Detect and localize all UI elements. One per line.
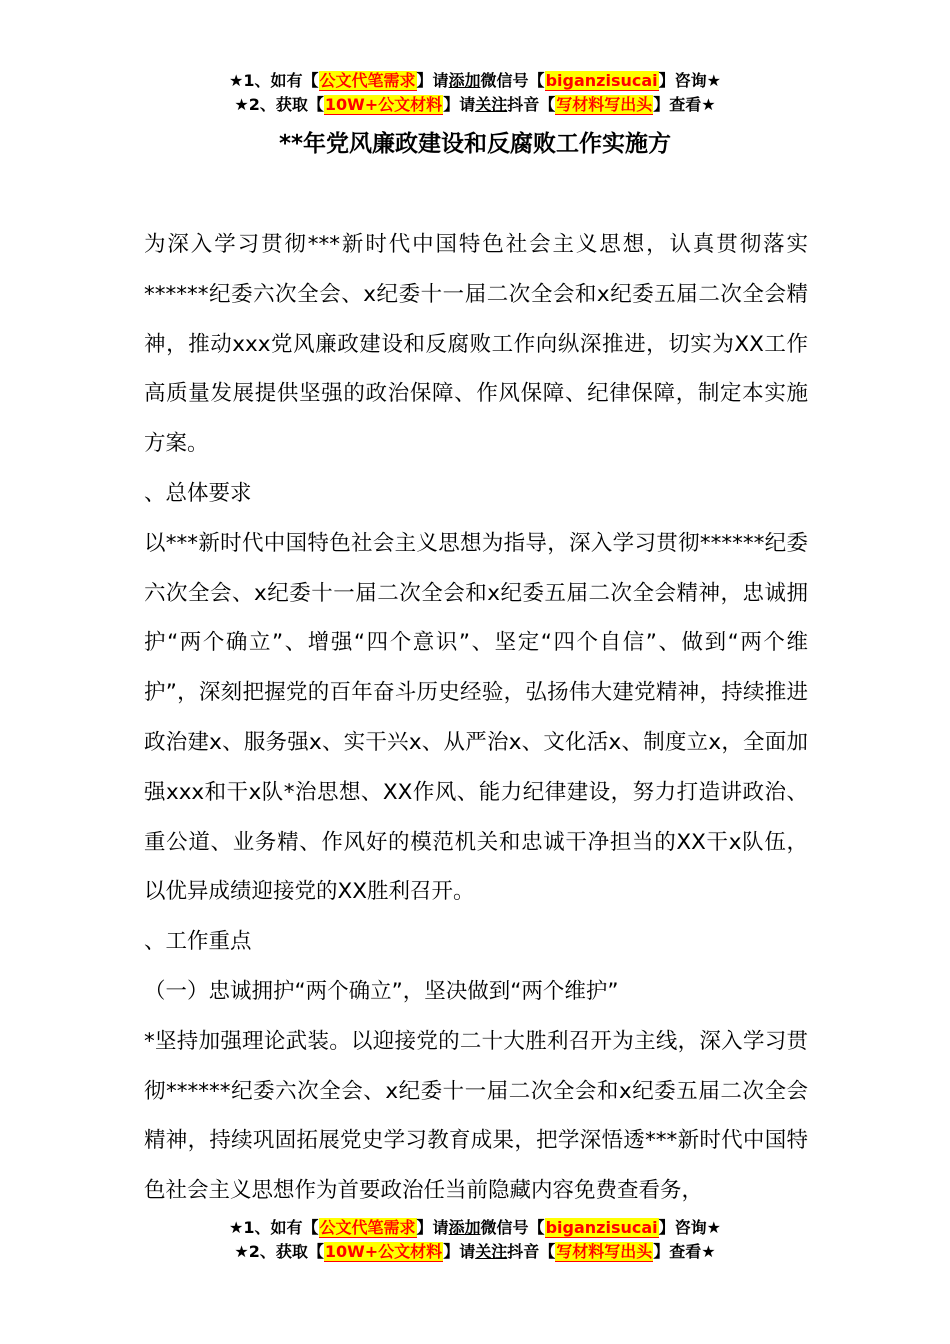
highlight-text: 10W+公文材料 [324,1242,443,1261]
paragraph-general-requirements: 以***新时代中国特色社会主义思想为指导，深入学习贯彻******纪委六次全会、x纪委十一届二次全会和x纪委五届二次全会精神，忠诚拥护“两个确立”、增强“四个意识”、坚定“四个自信”、做到“两个维护”，深刻把握党的百年奋斗历史经验，弘扬伟大建党精神，持续推进政治建x、服务强x、实干兴x、从严治x、文化活x、制度立x，全面加强xxx和干x队*治思想、XX作风、能力纪律建设，努力打造讲政治、重公道、业务精、作风好的模范机关和忠诚干净担当的XX干x队伍，以优异成绩迎接党的XX胜利召开。 [144,530,808,905]
highlight-text: 公文代笔需求 [319,71,416,90]
promo-line-2: ★2、获取【10W+公文材料】请关注抖音【写材料写出头】查看★ [234,1242,716,1261]
highlight-text: 写材料写出头 [556,1242,653,1261]
paragraph-intro: 为深入学习贯彻***新时代中国特色社会主义思想，认真贯彻落实******纪委六次全会、x纪委十一届二次全会和x纪委五届二次全会精神，推动xxx党风廉政建设和反腐败工作向纵深推进，切实为XX工作高质量发展提供坚强的政治保障、作风保障、纪律保障，制定本实施方案。 [144,232,808,457]
promo-banner-top [0,69,950,117]
highlight-text: 写材料写出头 [556,95,653,114]
section-heading: 、总体要求 [144,480,252,506]
document-title: **年党风廉政建设和反腐败工作实施方 [278,131,672,157]
paragraph-theory: *坚持加强理论武装。以迎接党的二十大胜利召开为主线，深入学习贯彻******纪委六次全会、x纪委十一届二次全会和x纪委五届二次全会精神，持续巩固拓展党史学习教育成果，把学深悟透***新时代中国特色社会主义思想作为首要政治任当前隐藏内容免费查看务， [144,1028,808,1204]
document-body [144,220,808,1216]
highlight-text: 10W+公文材料 [324,95,443,114]
promo-line-2: ★2、获取【10W+公文材料】请关注抖音【写材料写出头】查看★ [234,95,716,114]
highlight-text: biganzisucai [545,1218,658,1237]
promo-banner-bottom [0,1216,950,1264]
subsection-heading: （一）忠诚拥护“两个确立”，坚决做到“两个维护” [144,978,619,1004]
section-heading: 、工作重点 [144,929,252,955]
promo-line-1: ★1、如有【公文代笔需求】请添加微信号【biganzisucai】咨询★ [229,71,721,90]
highlight-text: biganzisucai [545,71,658,90]
highlight-text: 公文代笔需求 [319,1218,416,1237]
promo-line-1: ★1、如有【公文代笔需求】请添加微信号【biganzisucai】咨询★ [229,1218,721,1237]
